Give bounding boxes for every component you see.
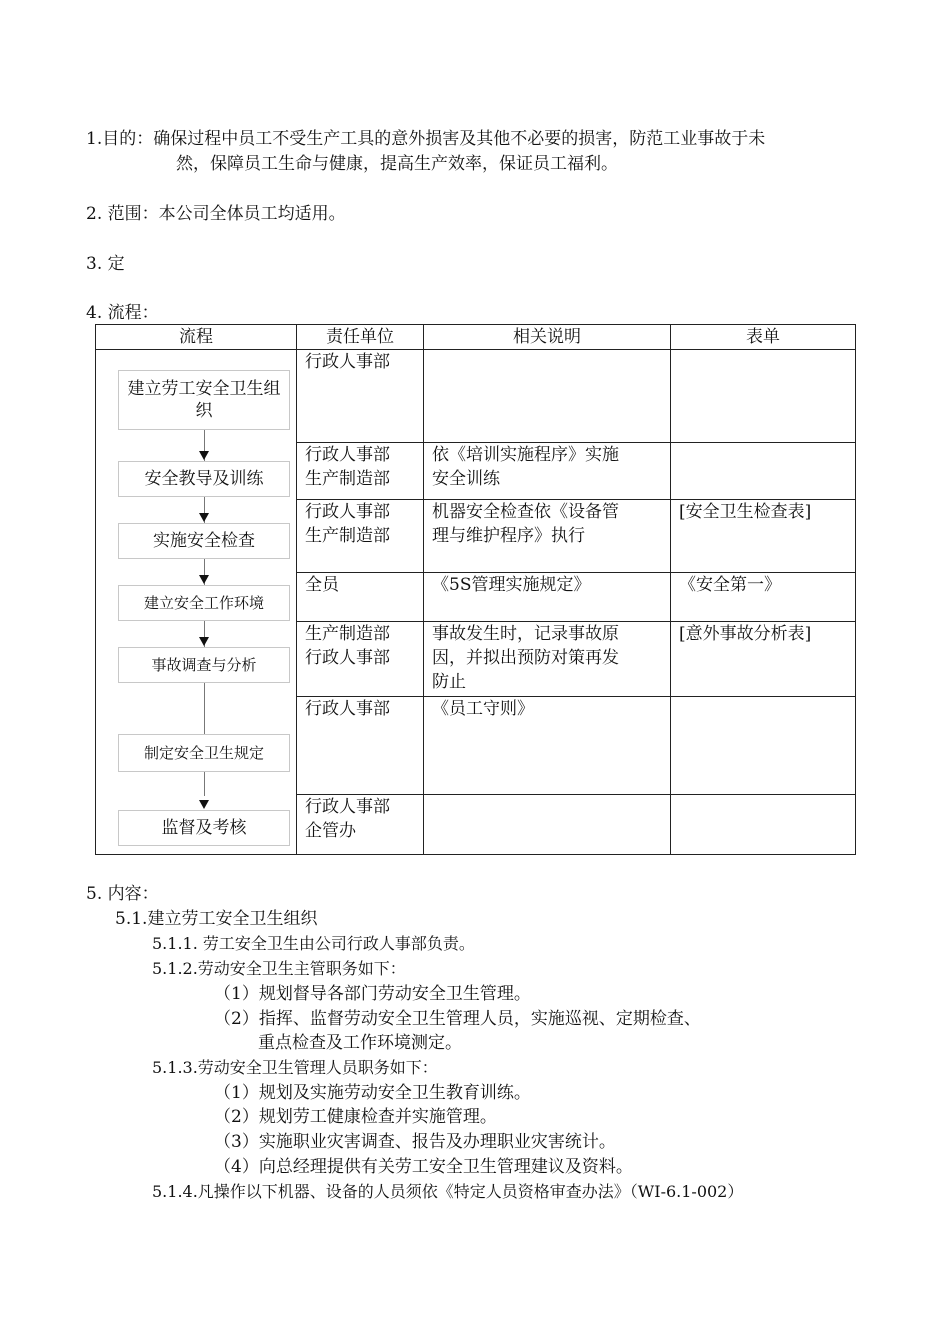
note-text: 依《培训实施程序》实施 安全训练 (432, 445, 619, 489)
flow-step-label: 事故调查与分析 (151, 656, 257, 674)
section-5-1: 5.1.建立劳工安全卫生组织 (115, 909, 318, 929)
unit-text: 行政人事部 (305, 352, 390, 372)
flow-step-label: 实施安全检查 (153, 531, 255, 551)
purpose-line-2: 然，保障员工生命与健康，提高生产效率，保证员工福利。 (176, 154, 618, 174)
content-heading: 5. 内容： (86, 884, 159, 904)
section-5-1-1: 5.1.1. 劳工安全卫生由公司行政人事部负责。 (152, 934, 475, 953)
form-text: [意外事故分析表] (679, 624, 812, 644)
flow-arrow (199, 513, 209, 522)
item-5-1-2-2-cont: 重点检查及工作环境测定。 (258, 1033, 462, 1053)
form-cell (671, 622, 856, 697)
form-cell (671, 350, 856, 443)
flow-step-label: 制定安全卫生规定 (143, 744, 264, 762)
unit-text: 生产制造部 行政人事部 (305, 624, 390, 668)
note-cell (424, 500, 671, 573)
process-table (95, 324, 856, 855)
item-5-1-3-4: （4）向总经理提供有关劳工安全卫生管理建议及资料。 (214, 1157, 633, 1177)
unit-cell (297, 500, 424, 573)
unit-text: 行政人事部 (305, 699, 390, 719)
unit-cell (297, 622, 424, 697)
note-cell (424, 350, 671, 443)
item-5-1-2-2: （2）指挥、监督劳动安全卫生管理人员，实施巡视、定期检查、 (214, 1009, 701, 1029)
flow-step-inspection (118, 523, 290, 559)
note-text: 事故发生时，记录事故原 因，并拟出预防对策再发 防止 (432, 624, 619, 692)
flow-step-environment (118, 585, 290, 621)
note-text: 机器安全检查依《设备管 理与维护程序》执行 (432, 502, 619, 546)
flow-arrow (199, 800, 209, 809)
unit-cell (297, 573, 424, 622)
process-heading: 4. 流程： (86, 303, 159, 323)
form-cell (671, 500, 856, 573)
flow-step-label: 建立安全工作环境 (143, 594, 264, 612)
section-5-1-3: 5.1.3.劳动安全卫生管理人员职务如下： (152, 1058, 438, 1077)
note-cell (424, 697, 671, 795)
definition-line: 3. 定 (86, 254, 125, 274)
note-text: 《5S管理实施规定》 (432, 575, 591, 595)
unit-cell (297, 697, 424, 795)
unit-text: 行政人事部 企管办 (305, 797, 390, 841)
item-5-1-3-2: （2）规划劳工健康检查并实施管理。 (214, 1107, 497, 1127)
form-text: 《安全第一》 (679, 575, 781, 595)
flow-step-training (118, 461, 290, 497)
header-unit: 责任单位 (297, 325, 424, 350)
item-5-1-2-1: （1）规划督导各部门劳动安全卫生管理。 (214, 984, 531, 1004)
header-flow: 流程 (96, 325, 297, 350)
note-cell (424, 573, 671, 622)
flow-step-label: 安全教导及训练 (144, 469, 264, 489)
unit-text: 行政人事部 生产制造部 (305, 502, 390, 546)
form-cell (671, 443, 856, 500)
flow-arrow (199, 637, 209, 646)
item-5-1-3-3: （3）实施职业灾害调查、报告及办理职业灾害统计。 (214, 1132, 616, 1152)
flow-arrow (199, 575, 209, 584)
unit-text: 全员 (305, 575, 339, 595)
flow-arrow (199, 451, 209, 460)
note-text: 《员工守则》 (432, 699, 534, 719)
unit-cell (297, 795, 424, 855)
note-cell (424, 795, 671, 855)
flow-step-organize (118, 370, 290, 430)
section-5-1-2: 5.1.2.劳动安全卫生主管职务如下： (152, 959, 406, 978)
form-text: [安全卫生检查表] (679, 502, 812, 522)
unit-cell (297, 350, 424, 443)
note-cell (424, 622, 671, 697)
unit-cell (297, 443, 424, 500)
flow-step-investigation (118, 647, 290, 683)
table-header-row (96, 325, 856, 350)
flow-step-label: 建立劳工安全卫生组织 (127, 379, 281, 421)
header-form: 表单 (671, 325, 856, 350)
flow-step-regulations (118, 734, 290, 772)
purpose-line-1: 1.目的：确保过程中员工不受生产工具的意外损害及其他不必要的损害，防范工业事故于未 (86, 129, 766, 149)
form-cell (671, 795, 856, 855)
section-5-1-4: 5.1.4.凡操作以下机器、设备的人员须依《特定人员资格审查办法》（WI-6.1-002） (152, 1182, 744, 1201)
flow-step-supervision (118, 810, 290, 846)
unit-text: 行政人事部 生产制造部 (305, 445, 390, 489)
scope-line: 2. 范围：本公司全体员工均适用。 (86, 204, 346, 224)
item-5-1-3-1: （1）规划及实施劳动安全卫生教育训练。 (214, 1083, 531, 1103)
form-cell (671, 697, 856, 795)
flow-step-label: 监督及考核 (161, 818, 247, 838)
table-row (96, 350, 856, 443)
form-cell (671, 573, 856, 622)
note-cell (424, 443, 671, 500)
flowchart-cell (96, 350, 297, 855)
header-note: 相关说明 (424, 325, 671, 350)
